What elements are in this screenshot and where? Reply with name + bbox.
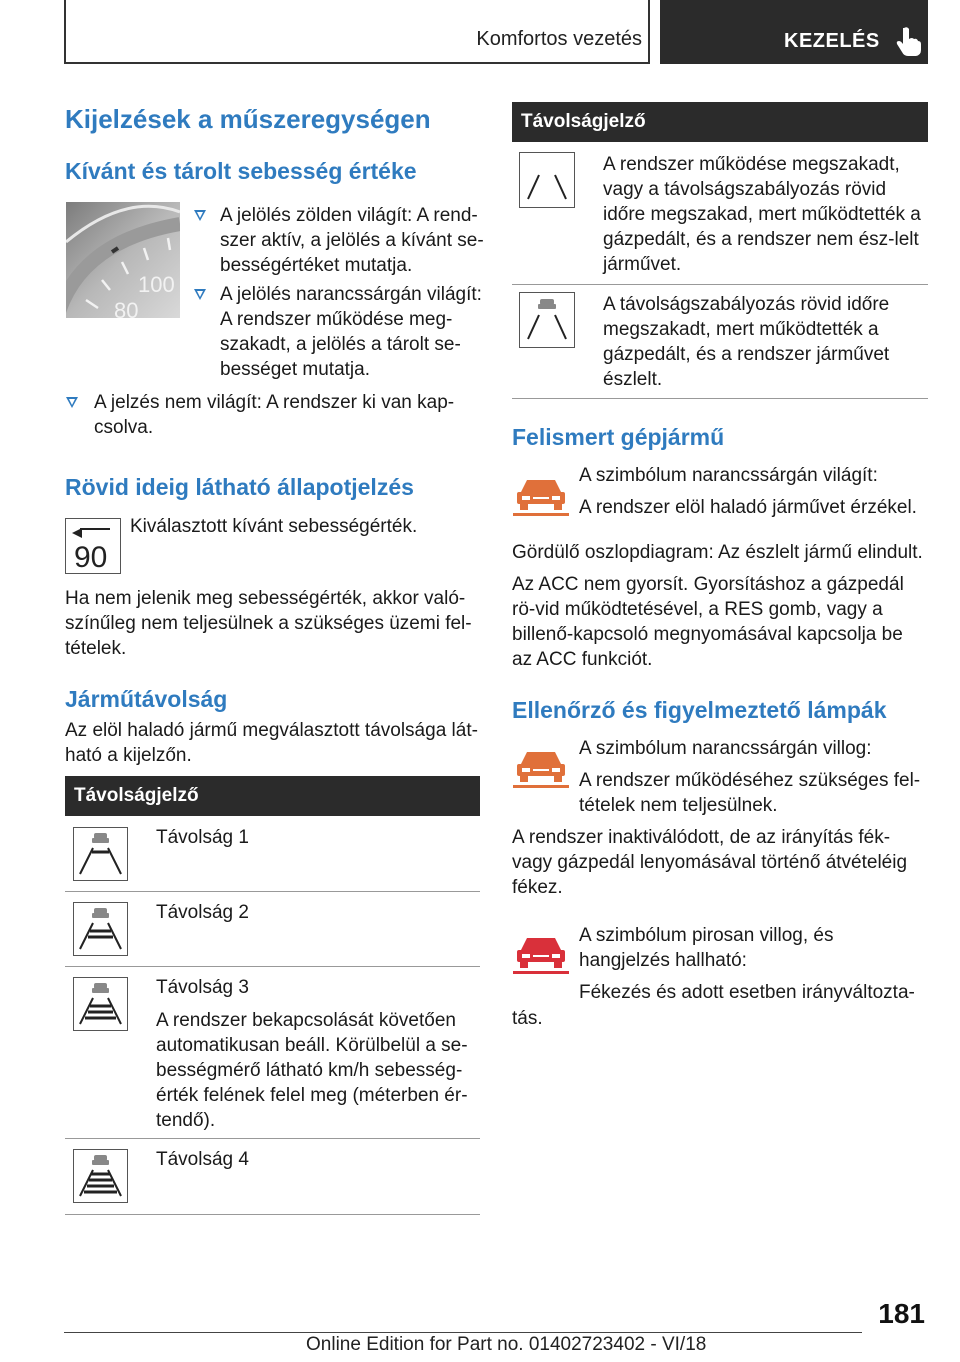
hand-pointer-icon	[896, 26, 922, 56]
page-title: Kijelzések a műszeregységen	[65, 104, 431, 134]
gauge-number-100: 100	[138, 272, 175, 297]
speed-icon-value: 90	[74, 541, 108, 573]
distance-table-header-2: Távolságjelző	[512, 102, 928, 142]
warn-red-line-1: A szimbólum pirosan villog, és hangjelzés hallható:	[579, 925, 834, 971]
vehicle-line-1: A szimbólum narancssárgán világít:	[579, 465, 878, 486]
speed-bullet-orange: A jelölés narancssárgán világít: A rendszer működése meg-szakadt, a jelölés a tárolt se-bességet mutatja.	[194, 282, 484, 382]
warn-paragraph: A rendszer inaktiválódott, de az irányítás fék-vagy gázpedál lenyomásával történő átvételéig fékez.	[512, 827, 908, 898]
red-car-warning-icon	[513, 934, 569, 976]
speed-indicator-icon	[66, 519, 120, 573]
footer-rule	[64, 1332, 862, 1333]
footer-edition: Online Edition for Part no. 01402723402 - VI/18	[306, 1334, 707, 1355]
status-text: Kiválasztott kívánt sebességérték.	[130, 516, 418, 537]
distance-3-label: Távolság 3	[156, 977, 249, 998]
distance-interrupted-icon	[519, 152, 575, 208]
distance-table-header: Távolságjelző	[65, 776, 480, 816]
distance-interrupted-vehicle-icon	[519, 292, 575, 348]
distance-2-icon	[73, 902, 128, 956]
warn-red-line-2: Fékezés és adott esetben irányváltozta-	[579, 982, 915, 1003]
warn-line-2: A rendszer működéséhez szükséges fel-tételek nem teljesülnek.	[579, 770, 921, 816]
page-number: 181	[878, 1298, 925, 1329]
gauge-number-80: 80	[114, 298, 139, 318]
status-paragraph: Ha nem jelenik meg sebességérték, akkor való-színűleg nem teljesülnek a szükséges üzemi fel-tételek.	[65, 588, 472, 659]
distance-1-icon	[73, 827, 128, 881]
row-divider	[512, 398, 928, 399]
set-speed-icon	[65, 518, 121, 574]
distance-3-icon	[73, 977, 128, 1031]
row-divider	[65, 1214, 480, 1215]
distance-1-label: Távolság 1	[156, 827, 249, 848]
row-divider	[512, 284, 928, 285]
speed-heading: Kívánt és tárolt sebesség értéke	[65, 158, 417, 184]
row-divider	[65, 891, 480, 892]
warning-heading: Ellenőrző és figyelmeztető lámpák	[512, 697, 887, 723]
distance-4-label: Távolság 4	[156, 1149, 249, 1170]
warn-line-1: A szimbólum narancssárgán villog:	[579, 738, 872, 759]
status-heading: Rövid ideig látható állapotjelzés	[65, 474, 414, 500]
distance-heading: Járműtávolság	[65, 686, 228, 712]
bullet-triangle-icon	[66, 397, 78, 408]
vehicle-paragraph-1: Gördülő oszlopdiagram: Az észlelt jármű elindult.	[512, 542, 923, 563]
speed-bullet-off: A jelzés nem világít: A rendszer ki van kap-csolva.	[66, 390, 480, 440]
speed-bullet-green: A jelölés zölden világít: A rend-szer aktív, a jelölés a kívánt se-bességértéket mutatja.	[194, 203, 484, 278]
right-row-1-text: A rendszer működése megszakadt, vagy a távolságszabályozás rövid időre megszakad, mert működtették a gázpedált, és a rendszer nem ész-lelt járművet.	[603, 154, 921, 275]
distance-4-icon	[73, 1149, 128, 1203]
header-tab	[660, 0, 928, 64]
warn-red-tail: tás.	[512, 1008, 543, 1029]
vehicle-line-2: A rendszer elöl haladó járművet érzékel.	[579, 497, 917, 518]
header-left-rule	[64, 0, 66, 64]
distance-3-note: A rendszer bekapcsolását követően automatikusan beáll. Körülbelül a se-bességmérő látható km/h sebesség-érték felének felel meg (méterben ér-tendő).	[156, 1010, 468, 1131]
vehicle-paragraph-2: Az ACC nem gyorsít. Gyorsításhoz a gázpedál rö-vid működtetésével, a RES gomb, vagy a billenő-kapcsoló megnyomásával kapcsolja be az ACC funkciót.	[512, 574, 904, 670]
header-bottom-rule	[64, 62, 650, 64]
bullet-triangle-icon	[194, 210, 206, 221]
header-divider	[648, 0, 650, 64]
distance-paragraph: Az elöl haladó jármű megválasztott távolsága lát-ható a kijelzőn.	[65, 720, 478, 766]
header-section-title: Komfortos vezetés	[476, 28, 642, 50]
header-tab-label: KEZELÉS	[784, 30, 880, 52]
vehicle-heading: Felismert gépjármű	[512, 424, 725, 450]
row-divider	[65, 966, 480, 967]
row-divider	[65, 1138, 480, 1139]
orange-car-icon	[513, 476, 569, 518]
bullet-triangle-icon	[194, 289, 206, 300]
speedometer-gauge-image	[66, 202, 180, 318]
orange-car-warning-icon	[513, 748, 569, 790]
right-row-2-text: A távolságszabályozás rövid időre megszakadt, mert működtették a gázpedált, és a rendszer járművet észlelt.	[603, 294, 890, 390]
distance-2-label: Távolság 2	[156, 902, 249, 923]
